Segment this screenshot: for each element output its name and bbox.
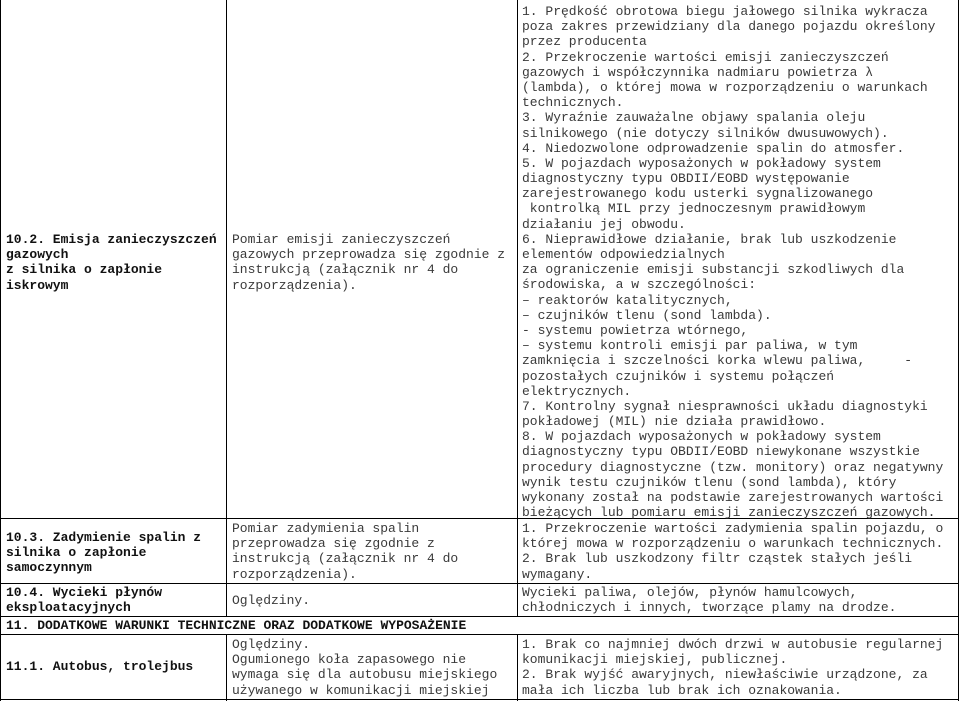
text-line: poza zakres przewidziany dla danego pojazdu określony [522,19,936,35]
text-line: – czujników tlenu (sond lambda). [522,307,772,323]
text-line: gazowych i współczynnika nadmiaru powietrza λ [522,64,874,80]
text-line: mała ich liczba lub brak ich oznakowania. [522,682,842,698]
text-line: bieżących lub pomiaru emisji zanieczyszczeń gazowych. [522,505,936,521]
text-line: gazowych [6,247,69,263]
text-line: eksploatacyjnych [6,600,131,616]
text-line: iskrowym [6,277,69,293]
text-line: 7. Kontrolny sygnał niesprawności układu diagnostyki [522,398,928,414]
text-line: 2. Brak lub uszkodzony filtr cząstek stałych jeśli [522,551,913,567]
text-line: instrukcją (załącznik nr 4 do [232,262,459,278]
defects-11-1 [522,637,943,698]
text-line: wynik testu czujników tlenu (sond lambda), który [522,474,897,490]
text-line: 1. Prędkość obrotowa biegu jałowego silnika wykracza [522,4,928,19]
text-line: chłodniczych i innych, tworzące plamy na drodze. [522,600,897,616]
text-line: (lambda), o której mowa w rozporządzeniu o warunkach [522,79,928,95]
text-line: procedury diagnostyczne (tzw. monitory) oraz negatywny [522,459,944,475]
text-line: diagnostyczny typu OBDII/EOBD niewykonane wszystkie [522,444,920,460]
defects-10-2 [522,4,943,520]
label-11-1 [6,659,193,674]
text-line: - systemu powietrza wtórnego, [522,322,749,338]
section-11-heading: 11. DODATKOWE WARUNKI TECHNICZNE ORAZ DODATKOWE WYPOSAŻENIE [6,618,467,633]
text-line: działaniu jej obwodu. [522,216,686,232]
text-line: Wycieki paliwa, olejów, płynów hamulcowych, [522,585,858,600]
method-10-4 [232,593,310,608]
text-line: 4. Niedozwolone odprowadzenie spalin do atmosfer. [522,140,905,156]
grid-line-col1-b [226,634,227,701]
text-line: 10.2. Emisja zanieczyszczeń [6,232,217,247]
text-line: wykonany został na podstawie zarejestrowanych wartości [522,490,944,505]
grid-line-right [958,0,959,701]
text-line: silnika o zapłonie [6,545,147,561]
method-10-3 [232,521,458,582]
text-line: technicznych. [522,95,624,111]
text-line: diagnostyczny typu OBDII/EOBD występowanie [522,171,850,187]
text-line: Oględziny. [232,637,311,652]
text-line: rozporządzenia). [232,566,357,582]
text-line: przez producenta [522,34,647,50]
row-divider-bottom [0,699,959,700]
text-line: przeprowadza się zgodnie z [232,536,435,552]
row-divider-2 [0,583,959,584]
text-line: 3. Wyraźnie zauważalne objawy spalania oleju [522,110,866,126]
grid-line-col1 [226,0,227,616]
method-11-1 [232,637,497,698]
row-divider-3 [0,616,959,617]
text-line: 2. Przekroczenie wartości emisji zanieczyszczeń [522,49,889,65]
text-line: pokładowej (MIL) nie działa prawidłowo. [522,414,827,430]
text-line: 10.3. Zadymienie spalin z [6,530,202,545]
text-line: 1. Brak co najmniej dwóch drzwi w autobusie regularnej [522,637,944,652]
text-line: 5. W pojazdach wyposażonych w pokładowy system [522,155,881,171]
row-divider-4 [0,634,959,635]
defects-10-3 [522,521,943,582]
text-line: Ogumionego koła zapasowego nie [232,652,467,668]
text-line: Pomiar emisji zanieczyszczeń [232,232,451,247]
grid-line-left [0,0,1,701]
text-line: Pomiar zadymienia spalin [232,521,420,536]
text-line: za ograniczenie emisji substancji szkodliwych dla [522,262,905,278]
text-line: zarejestrowanego kodu usterki sygnalizowanego [522,186,874,202]
defects-10-4 [522,585,896,615]
text-line: kontrolką MIL przy jednoczesnym prawidłowym [522,201,866,217]
text-line: środowiska, a w szczególności: [522,277,757,293]
text-line: gazowych przeprowadza się zgodnie z [232,247,506,263]
text-line: instrukcją (załącznik nr 4 do [232,551,459,567]
method-10-2 [232,232,505,293]
text-line: 10.4. Wycieki płynów [6,585,163,600]
text-line: rozporządzenia). [232,277,357,293]
text-line: z silnika o zapłonie [6,262,163,278]
text-line: pozostałych czujników i systemu połączeń [522,368,835,384]
text-line: 8. W pojazdach wyposażonych w pokładowy system [522,429,881,445]
text-line: używanego w komunikacji miejskiej [232,682,490,698]
text-line: 11.1. Autobus, trolejbus [6,659,194,674]
label-10-4 [6,585,162,615]
text-line: zamknięcia i szczelności korka wlewu paliwa, - [522,353,913,369]
text-line: 1. Przekroczenie wartości zadymienia spalin pojazdu, o [522,521,944,536]
text-line: samoczynnym [6,560,92,576]
text-line: komunikacji miejskiej, publicznej. [522,652,788,668]
text-line: – reaktorów katalitycznych, [522,292,733,308]
text-line: Oględziny. [232,593,311,608]
text-line: 2. Brak wyjść awaryjnych, niewłaściwie urządzone, za [522,667,928,683]
label-10-2 [6,232,217,293]
text-line: 6. Nieprawidłowe działanie, brak lub uszkodzenie [522,231,897,247]
text-line: wymagany. [522,566,593,582]
text-line: – systemu kontroli emisji par paliwa, w tym [522,338,858,354]
text-line: silnikowego (nie dotyczy silników dwusuwowych). [522,125,889,141]
text-line: elektrycznych. [522,383,632,399]
grid-line-col2-b [517,634,518,701]
text-line: elementów odpowiedzialnych [522,247,725,262]
label-10-3 [6,530,201,576]
text-line: której mowa w rozporządzeniu o warunkach technicznych. [522,536,944,552]
text-line: wymaga się dla autobusu miejskiego [232,667,498,683]
grid-line-col2 [517,0,518,616]
